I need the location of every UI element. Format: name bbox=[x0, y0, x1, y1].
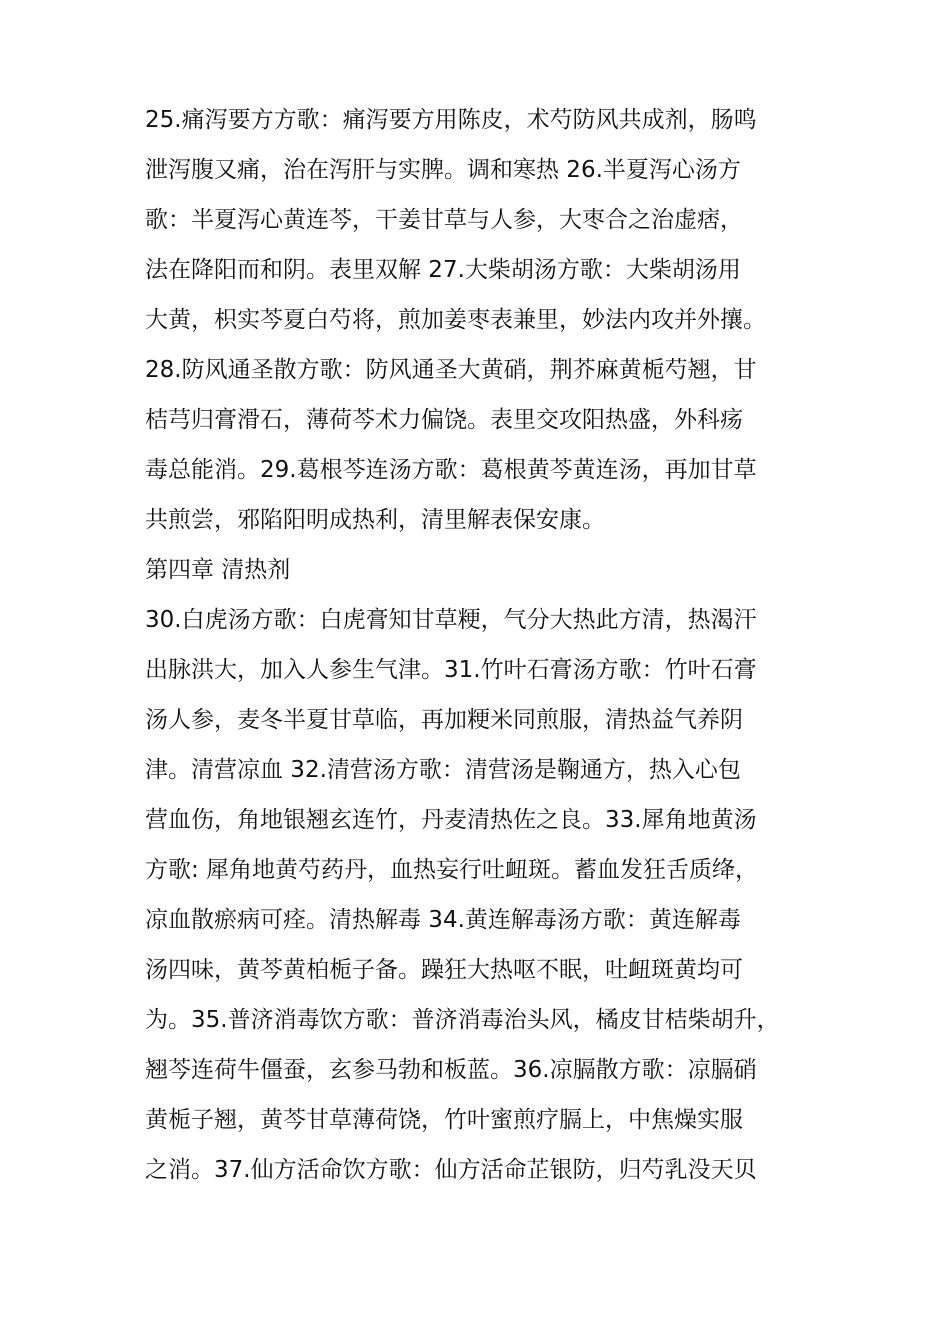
text-line-14: 营血伤，角地银翘玄连竹，丹麦清热佐之良。33.犀角地黄汤 bbox=[145, 807, 757, 833]
chapter-heading: 第四章 清热剂 bbox=[145, 557, 291, 583]
text-line-17: 汤四味，黄芩黄柏栀子备。躁狂大热呕不眠，吐衄斑黄均可 bbox=[145, 957, 743, 983]
text-line-16: 凉血散瘀病可痊。清热解毒 34.黄连解毒汤方歌：黄连解毒 bbox=[145, 907, 741, 933]
text-line-10: 30.白虎汤方歌：白虎膏知甘草粳，气分大热此方清，热渴汗 bbox=[145, 607, 757, 633]
text-line-5: 大黄，枳实芩夏白芍将，煎加姜枣表兼里，妙法内攻并外攘。 bbox=[145, 307, 766, 333]
text-line-11: 出脉洪大，加入人参生气津。31.竹叶石膏汤方歌：竹叶石膏 bbox=[145, 657, 757, 683]
text-line-13: 津。清营凉血 32.清营汤方歌：清营汤是鞠通方，热入心包 bbox=[145, 757, 741, 783]
text-line-18: 为。35.普济消毒饮方歌：普济消毒治头风，橘皮甘桔柴胡升， bbox=[145, 1007, 780, 1033]
text-line-2: 泄泻腹又痛，治在泻肝与实脾。调和寒热 26.半夏泻心汤方 bbox=[145, 157, 741, 183]
text-line-12: 汤人参，麦冬半夏甘草临，再加粳米同煎服，清热益气养阴 bbox=[145, 707, 743, 733]
document-body bbox=[145, 98, 810, 1198]
text-line-21: 之消。37.仙方活命饮方歌：仙方活命芷银防，归芍乳没天贝 bbox=[145, 1157, 757, 1183]
text-line-15: 方歌: 犀角地黄芍药丹，血热妄行吐衄斑。蓄血发狂舌质绛， bbox=[145, 857, 759, 883]
text-line-4: 法在降阳而和阴。表里双解 27.大柴胡汤方歌：大柴胡汤用 bbox=[145, 257, 741, 283]
text-line-19: 翘芩连荷牛僵蚕，玄参马勃和板蓝。36.凉膈散方歌：凉膈硝 bbox=[145, 1057, 757, 1083]
text-line-6: 28.防风通圣散方歌：防风通圣大黄硝，荆芥麻黄栀芍翘，甘 bbox=[145, 357, 757, 383]
text-line-1: 25.痛泻要方方歌：痛泻要方用陈皮，术芍防风共成剂，肠鸣 bbox=[145, 107, 757, 133]
text-line-3: 歌：半夏泻心黄连芩，干姜甘草与人参，大枣合之治虚痞， bbox=[145, 207, 743, 233]
text-line-9: 共煎尝，邪陷阳明成热利，清里解表保安康。 bbox=[145, 507, 605, 533]
text-line-20: 黄栀子翘，黄芩甘草薄荷饶，竹叶蜜煎疗膈上，中焦燥实服 bbox=[145, 1107, 743, 1133]
text-line-7: 桔芎归膏滑石，薄荷芩术力偏饶。表里交攻阳热盛，外科疡 bbox=[145, 407, 743, 433]
text-line-8: 毒总能消。29.葛根芩连汤方歌：葛根黄芩黄连汤，再加甘草 bbox=[145, 457, 757, 483]
